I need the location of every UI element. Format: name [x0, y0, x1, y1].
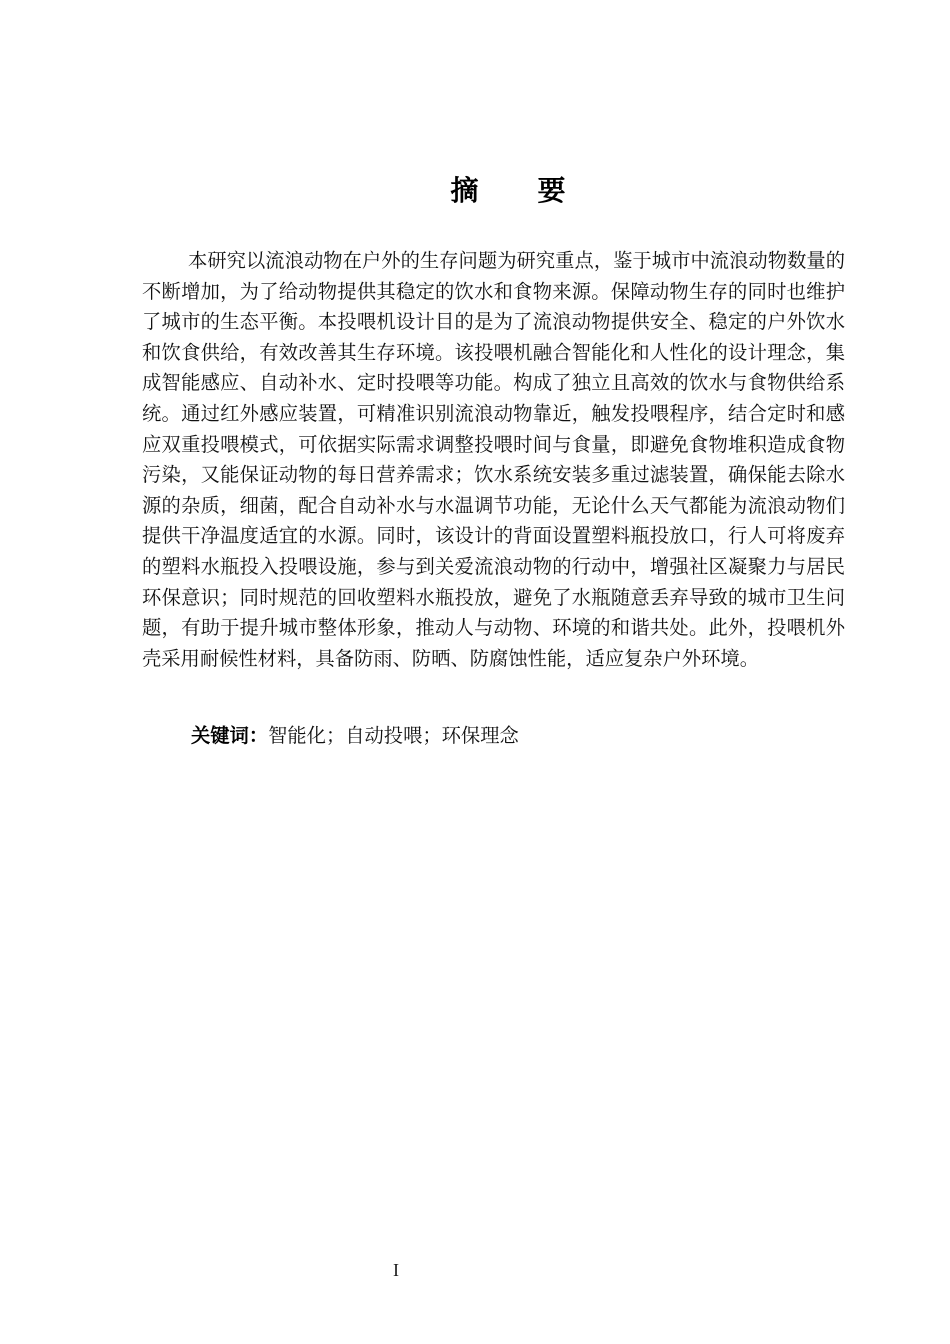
abstract-line: 了城市的生态平衡。本投喂机设计目的是为了流浪动物提供安全、稳定的户外饮水 — [142, 312, 845, 334]
text-column — [142, 0, 845, 753]
abstract-line: 源的杂质，细菌，配合自动补水与水温调节功能，无论什么天气都能为流浪动物们 — [142, 495, 845, 517]
abstract-paragraph — [142, 247, 845, 675]
abstract-line: 污染，又能保证动物的每日营养需求；饮水系统安装多重过滤装置，确保能去除水 — [142, 465, 845, 487]
abstract-line: 环保意识；同时规范的回收塑料水瓶投放，避免了水瓶随意丢弃导致的城市卫生问 — [142, 587, 845, 609]
abstract-line: 本研究以流浪动物在户外的生存问题为研究重点，鉴于城市中流浪动物数量的 — [188, 251, 845, 272]
keywords-label: 关键词： — [191, 726, 269, 748]
abstract-line: 统。通过红外感应装置，可精准识别流浪动物靠近，触发投喂程序，结合定时和感 — [142, 403, 845, 425]
abstract-line: 和饮食供给，有效改善其生存环境。该投喂机融合智能化和人性化的设计理念，集 — [142, 342, 845, 364]
abstract-line: 壳采用耐候性材料，具备防雨、防晒、防腐蚀性能，适应复杂户外环境。 — [142, 648, 759, 670]
abstract-line: 不断增加，为了给动物提供其稳定的饮水和食物来源。保障动物生存的同时也维护 — [142, 281, 845, 303]
abstract-line: 题，有助于提升城市整体形象，推动人与动物、环境的和谐共处。此外，投喂机外 — [142, 618, 845, 640]
abstract-title: 摘 要 — [450, 175, 567, 206]
keywords-text: 智能化；自动投喂；环保理念 — [268, 726, 519, 748]
abstract-line: 应双重投喂模式，可依据实际需求调整投喂时间与食量，即避免食物堆积造成食物 — [142, 434, 845, 456]
keywords-line — [142, 722, 845, 753]
abstract-line: 成智能感应、自动补水、定时投喂等功能。构成了独立且高效的饮水与食物供给系 — [142, 373, 845, 395]
abstract-line: 提供干净温度适宜的水源。同时，该设计的背面设置塑料瓶投放口，行人可将废弃 — [142, 526, 845, 548]
abstract-line: 的塑料水瓶投入投喂设施，参与到关爱流浪动物的行动中，增强社区凝聚力与居民 — [142, 556, 845, 578]
page-number: I — [393, 1260, 399, 1280]
